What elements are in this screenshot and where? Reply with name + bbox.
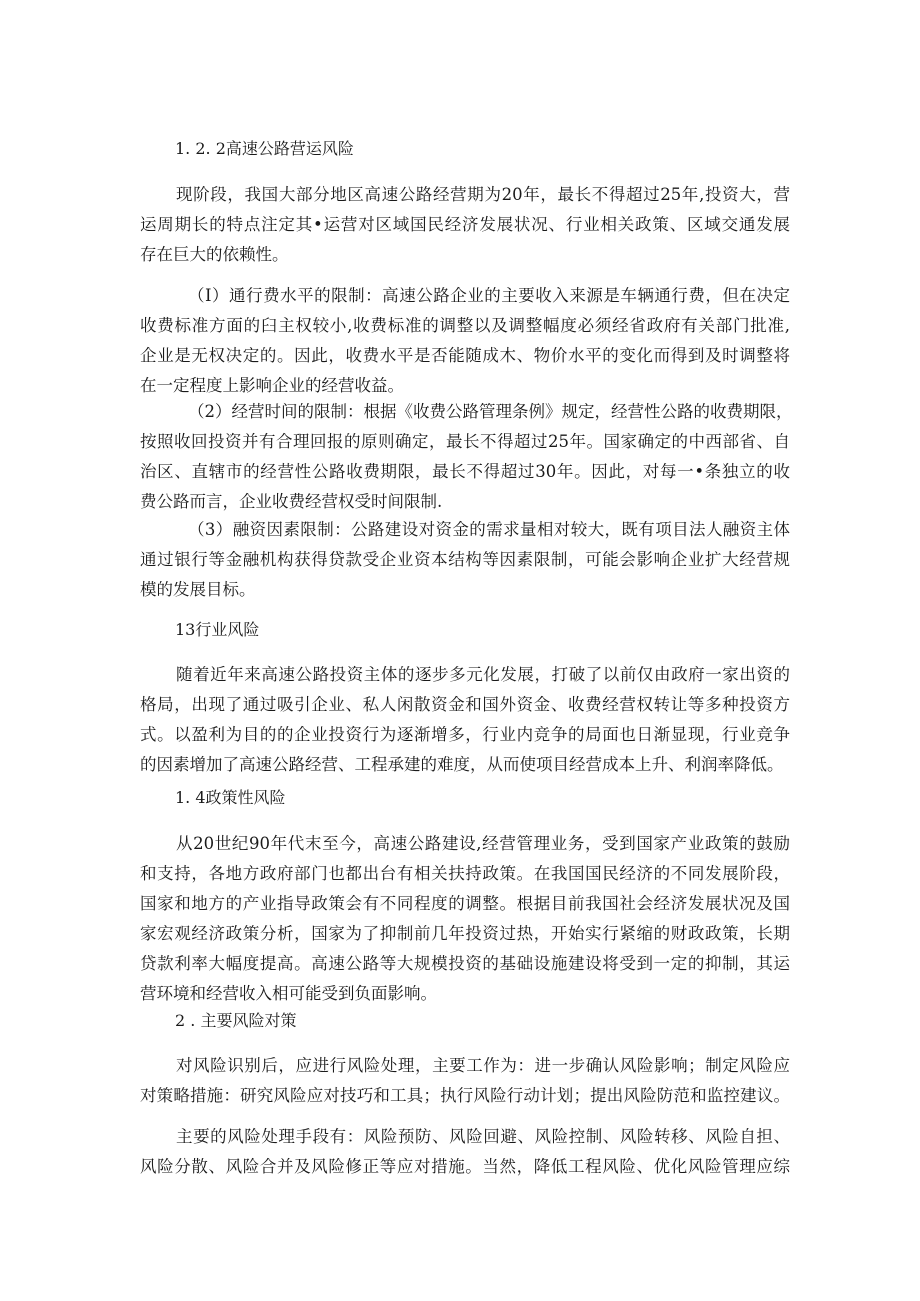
text-line: 营环境和经营收入相可能受到负面影响。 — [140, 984, 437, 1003]
text-line: 随着近年来高速公路投资主体的逐步多元化发展，打破了以前仅由政府一家出资的 — [176, 665, 790, 684]
section-heading: 1. 4政策性风险 — [175, 788, 286, 807]
paragraph — [140, 180, 790, 270]
text-line: 对策略措施：研究风险应对技巧和工具；执行风险行动计划；提出风险防范和监控建议。 — [140, 1086, 790, 1105]
text-line: （2）经营时间的限制：根据《收费公路管理条例》规定，经营性公路的收费期限， — [188, 402, 793, 421]
text-line: 费公路而言，企业收费经营权受时间限制. — [140, 492, 443, 511]
text-line: 式。以盈利为目的的企业投资行为逐渐增多，行业内竞争的局面也日渐显现，行业竞争 — [140, 725, 790, 744]
text-line: 风险分散、风险合并及风险修正等应对措施。当然，降低工程风险、优化风险管理应综 — [140, 1157, 790, 1176]
text-line: 按照收回投资并有合理回报的原则确定，最长不得超过25年。国家确定的中西部省、自 — [140, 432, 790, 451]
paragraph — [140, 1051, 790, 1111]
section-heading: 2 . 主要风险对策 — [175, 1011, 297, 1030]
text-line: 对风险识别后，应进行风险处理，主要工作为：进一步确认风险影响；制定风险应 — [176, 1056, 790, 1075]
paragraph — [140, 660, 790, 780]
paragraph — [140, 1122, 790, 1182]
text-line: 模的发展目标。 — [140, 580, 256, 599]
text-line: （3）融资因素限制：公路建设对资金的需求量相对较大，既有项目法人融资主体 — [188, 520, 790, 539]
paragraph — [140, 515, 790, 605]
section-heading: 13行业风险 — [175, 620, 260, 639]
text-line: 从20世纪90年代末至今，高速公路建设,经营管理业务，受到国家产业政策的鼓励 — [176, 834, 790, 853]
paragraph — [140, 397, 793, 517]
section-heading: 1. 2. 2高速公路营运风险 — [175, 139, 354, 158]
text-line: 收费标准方面的臼主权较小,收费标准的调整以及调整幅度必须经省政府有关部门批准, — [140, 316, 790, 335]
text-line: 的因素增加了高速公路经营、工程承建的难度，从而使项目经营成本上升、利润率降低。 — [140, 755, 784, 774]
text-line: 存在巨大的依赖性。 — [140, 245, 289, 264]
text-line: 家宏观经济政策分析，国家为了抑制前几年投资过热，开始实行紧缩的财政政策，长期 — [140, 924, 790, 943]
paragraph — [140, 281, 790, 401]
text-line: 企业是无权决定的。因此，收费水平是否能随成木、物价水平的变化而得到及时调整将 — [140, 346, 790, 365]
text-line: 国家和地方的产业指导政策会有不同程度的调整。根据目前我国社会经济发展状况及国 — [140, 894, 790, 913]
text-line: 贷款利率大幅度提高。高速公路等大规模投资的基础设施建设将受到一定的抑制，其运 — [140, 954, 790, 973]
text-line: 和支持，各地方政府部门也都出台有相关扶持政策。在我国国民经济的不同发展阶段， — [140, 864, 790, 883]
paragraph — [140, 829, 790, 1009]
text-line: 主要的风险处理手段有：风险预防、风险回避、风险控制、风险转移、风险自担、 — [176, 1127, 790, 1146]
text-line: 通过银行等金融机构获得贷款受企业资本结构等因素限制，可能会影响企业扩大经营规 — [140, 550, 790, 569]
text-line: 在一定程度上影响企业的经营收益。 — [140, 376, 404, 395]
text-line: 格局，出现了通过吸引企业、私人闲散资金和国外资金、收费经营权转让等多种投资方 — [140, 695, 790, 714]
text-line: 运周期长的特点注定其•运营对区域国民经济发展状况、行业相关政策、区域交通发展 — [140, 215, 790, 234]
text-line: 现阶段，我国大部分地区高速公路经营期为20年，最长不得超过25年,投资大，营 — [176, 185, 790, 204]
text-line: （I）通行费水平的限制：高速公路企业的主要收入来源是车辆通行费，但在决定 — [188, 286, 790, 305]
text-line: 治区、直辖市的经营性公路收费期限，最长不得超过30年。因此，对每一•条独立的收 — [140, 462, 790, 481]
